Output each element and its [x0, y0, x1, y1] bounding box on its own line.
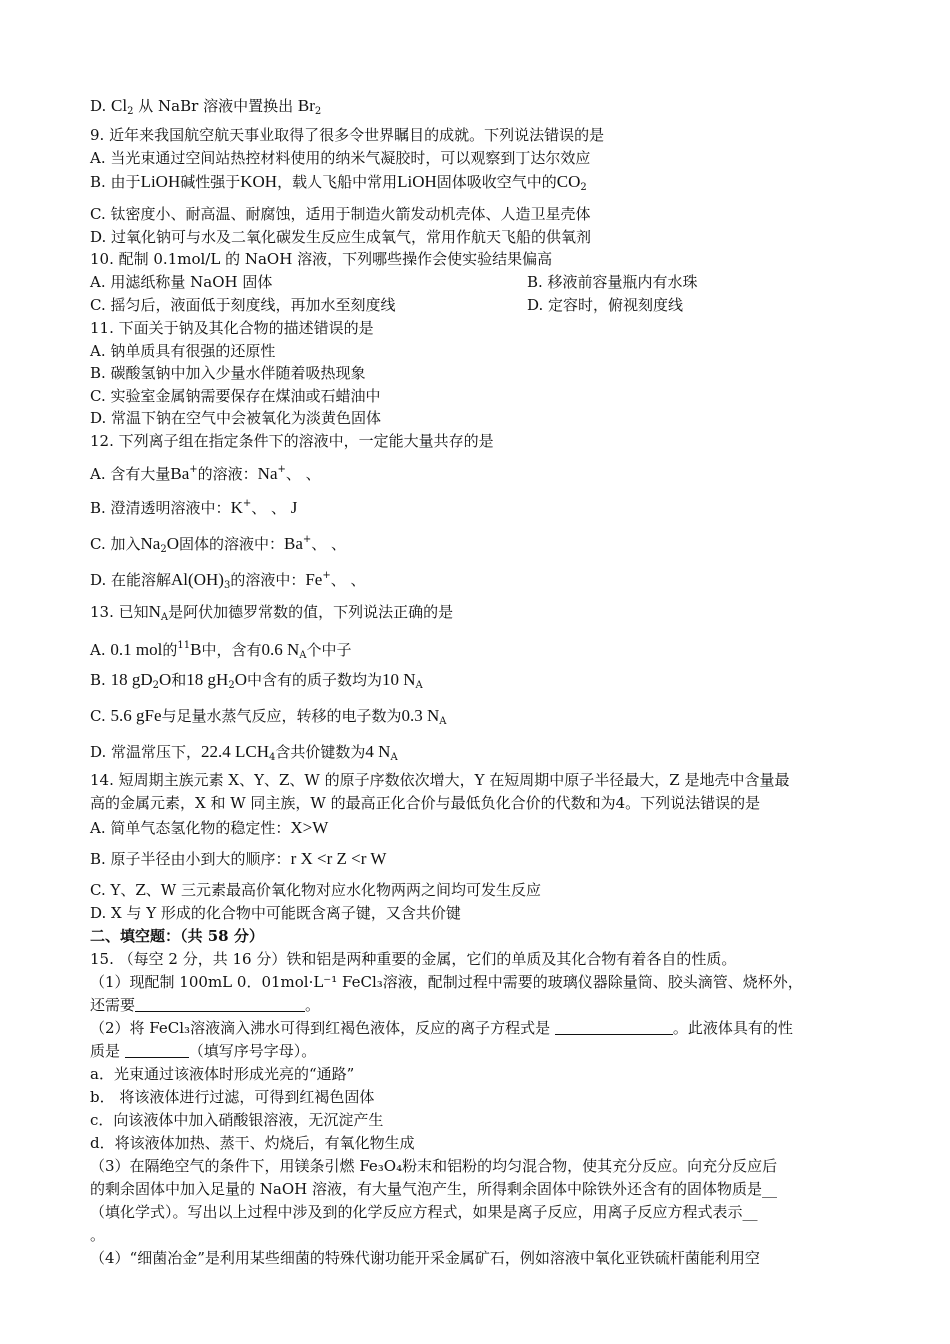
q9-option-b: B. 由于LiOH碱性强于KOH，载人飞船中常用LiOH固体吸收空气中的$CO_2$	[90, 172, 587, 193]
q14-stem-line2: 高的金属元素，X 和 W 同主族，W 的最高正化合价与最低负化合价的代数和为4。下列说法错误的是	[90, 794, 761, 812]
q12-option-c: C. 加入$Na_2O$固体的溶液中：Ba+、 、	[90, 534, 347, 555]
q10-option-b: B. 移液前容量瓶内有水珠	[527, 273, 698, 291]
q15-part2-line2: 质是 （填写序号字母）。	[90, 1042, 317, 1060]
q15-part1-line1: （1）现配制 100mL 0．01mol·L⁻¹ FeCl₃溶液，配制过程中需要的玻璃仪器除量筒、胶头滴管、烧杯外，	[90, 973, 803, 991]
q15-option-b: b． 将该液体进行过滤，可得到红褐色固体	[90, 1088, 375, 1106]
q11-option-d: D. 常温下钠在空气中会被氧化为淡黄色固体	[90, 409, 382, 427]
q14-option-a: A. 简单气态氢化物的稳定性：X>W	[90, 818, 329, 837]
answer-blank-1[interactable]	[135, 997, 305, 1012]
formula-br2: Br	[297, 96, 315, 115]
q15-option-c: c．向该液体中加入硝酸银溶液，无沉淀产生	[90, 1111, 384, 1129]
q12-stem: 12. 下列离子组在指定条件下的溶液中，一定能大量共存的是	[90, 432, 494, 450]
q13-option-c: C. 5.6 gFe与足量水蒸气反应，转移的电子数为0.3 $N_A$	[90, 706, 447, 727]
q9-option-c: C. 钛密度小、耐高温、耐腐蚀，适用于制造火箭发动机壳体、人造卫星壳体	[90, 205, 591, 223]
q15-option-a: a．光束通过该液体时形成光亮的“通路”	[90, 1065, 355, 1083]
q15-part3-line3: （填化学式）。写出以上过程中涉及到的化学反应方程式，如果是离子反应，用离子反应方程式表示__	[90, 1203, 758, 1221]
q15-part3-line2: 的剩余固体中加入足量的 NaOH 溶液，有大量气泡产生，所得剩余固体中除铁外还含有的固体物质是__	[90, 1180, 777, 1198]
formula-cl2: Cl	[111, 96, 128, 115]
q9-option-a: A. 当光束通过空间站热控材料使用的纳米气凝胶时，可以观察到丁达尔效应	[90, 149, 591, 167]
answer-blank-3[interactable]	[125, 1043, 189, 1058]
q13-option-a: A. 0.1 mol的$^{11}$B中，含有0.6 $N_A$个中子	[90, 640, 352, 661]
q11-stem: 11. 下面关于钠及其化合物的描述错误的是	[90, 319, 374, 337]
q14-option-b: B. 原子半径由小到大的顺序：r X <r Z <r W	[90, 849, 387, 868]
q11-option-a: A. 钠单质具有很强的还原性	[90, 342, 276, 360]
q9-stem: 9. 近年来我国航空航天事业取得了很多令世界瞩目的成就。下列说法错误的是	[90, 126, 605, 144]
q15-option-d: d．将该液体加热、蒸干、灼烧后，有氧化物生成	[90, 1134, 415, 1152]
q10-option-d: D. 定容时，俯视刻度线	[527, 296, 684, 314]
q12-option-d: D. 在能溶解$Al(OH)_3$的溶液中：Fe+、 、	[90, 570, 366, 591]
q10-stem: 10. 配制 0.1mol/L 的 NaOH 溶液，下列哪些操作会使实验结果偏高	[90, 250, 553, 268]
q10-option-a: A. 用滤纸称量 NaOH 固体	[90, 273, 273, 291]
q15-stem: 15. （每空 2 分，共 16 分）铁和铝是两种重要的金属，它们的单质及其化合物有着各自的性质。	[90, 950, 737, 968]
q13-option-d: D. 常温常压下，22.4 $LCH_4$含共价键数为4 $N_A$	[90, 742, 398, 763]
q15-part3-line4: 。	[90, 1226, 106, 1244]
q11-option-c: C. 实验室金属钠需要保存在煤油或石蜡油中	[90, 387, 381, 405]
q8-option-d: D. $Cl_2$ 从 NaBr 溶液中置换出 $Br_2$	[90, 96, 322, 117]
q14-option-d: D. X 与 Y 形成的化合物中可能既含离子键，又含共价键	[90, 904, 461, 922]
q12-option-b: B. 澄清透明溶液中：K+、 、 J	[90, 498, 298, 517]
section-heading-fill-in: 二、填空题：（共 58 分）	[90, 927, 264, 945]
q12-option-a: A. 含有大量Ba+的溶液：Na+、 、	[90, 464, 321, 483]
q14-stem-line1: 14. 短周期主族元素 X、Y、Z、W 的原子序数依次增大，Y 在短周期中原子半径最大，Z 是地壳中含量最	[90, 771, 790, 789]
answer-blank-2[interactable]	[555, 1020, 673, 1035]
q15-part4-line1: （4）“细菌冶金”是利用某些细菌的特殊代谢功能开采金属矿石，例如溶液中氧化亚铁硫杆菌能利用空	[90, 1249, 760, 1267]
q15-part1-line2: 还需要 。	[90, 996, 321, 1014]
q13-option-b: B. 18 $gD_2O$和18 $gH_2O$中含有的质子数均为10 $N_A$	[90, 670, 423, 691]
q14-option-c: C. Y、Z、W 三元素最高价氧化物对应水化物两两之间均可发生反应	[90, 881, 541, 899]
q15-part2-line1: （2）将 FeCl₃溶液滴入沸水可得到红褐色液体，反应的离子方程式是 。此液体具有的性	[90, 1019, 793, 1037]
q9-option-d: D. 过氧化钠可与水及二氧化碳发生反应生成氧气，常用作航天飞船的供氧剂	[90, 228, 592, 246]
q11-option-b: B. 碳酸氢钠中加入少量水伴随着吸热现象	[90, 364, 366, 382]
q13-stem: 13. 已知$N_A$是阿伏加德罗常数的值，下列说法正确的是	[90, 602, 454, 623]
q15-part3-line1: （3）在隔绝空气的条件下，用镁条引燃 Fe₃O₄粉末和铝粉的均匀混合物，使其充分反应。向充分反应后	[90, 1157, 778, 1175]
q10-option-c: C. 摇匀后，液面低于刻度线，再加水至刻度线	[90, 296, 396, 314]
